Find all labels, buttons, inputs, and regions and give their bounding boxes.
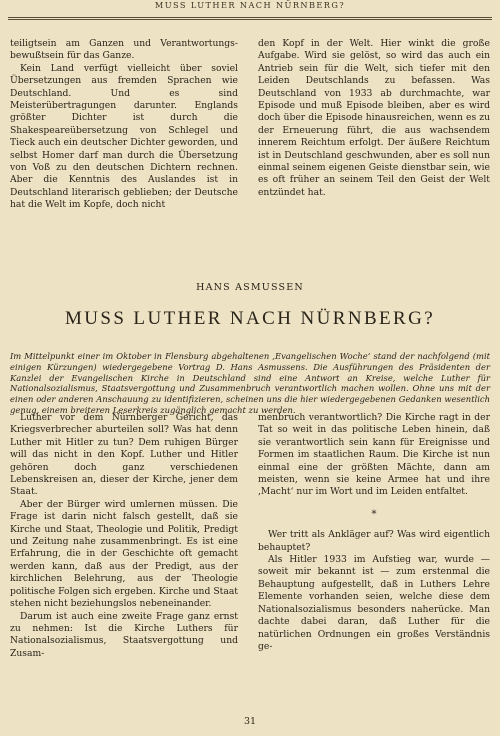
- top-right-column: [258, 38, 490, 199]
- page-number: 31: [243, 716, 257, 727]
- bottom-left-column: [10, 412, 238, 660]
- article-author: HANS ASMUSSEN: [196, 282, 304, 293]
- paragraph: menbruch verantwortlich? Die Kirche ragt in der Tat so weit in das politische Leben hinein, daß sie verantwortlich sein kann für Ereignisse und Formen im staatlichen Raum. Die Kirche ist nun einmal eine der größten Mächte, dann am meisten, wenn sie keine Armee hat und ihre ‚Macht‘ nur im Wort und im Leiden entfaltet.: [258, 412, 490, 498]
- top-left-column: [10, 38, 238, 212]
- paragraph: Wer tritt als Ankläger auf? Was wird eigentlich behauptet?: [258, 529, 490, 553]
- paragraph: Luther vor dem Nürnberger Gericht, das Kriegsverbrecher aburteilen soll? Was hat denn Luther mit Hitler zu tun? Dem ruhigen Bürger will das nicht in den Kopf. Luther und Hitler gehören doch ganz verschiedenen Lebenskreisen an, dieser der Kirche, jener dem Staat.: [10, 412, 238, 498]
- paragraph: Als Hitler 1933 im Aufstieg war, wurde — soweit mir bekannt ist — zum erstenmal die Behauptung aufgestellt, daß in Luthers Lehre Elemente vorhanden seien, welche diese dem Nationalsozialismus besonders naherückе. Man dachte dabei daran, daß Luther für die natürlichen Ordnungen ein großes Verständnis ge-: [258, 554, 490, 652]
- paragraph: den Kopf in der Welt. Hier winkt die große Aufgabe. Wird sie gelöst, so wird das auch ein Antrieb sein für die Welt, sich tiefer mit den Leiden Deutschlands zu befassen. Was Deutschland von 1933 ab durchmachte, war Episode und muß Episode bleiben, aber es wird doch über die Episode hinausreichen, wenn es zu der Erneuerung führt, die aus wachsendem innerem Reichtum erfolgt. Der äußere Reichtum ist in Deutschland geschwunden, aber es soll nun einmal seinem eigenen Geiste dienstbar sein, wie es oft früher an seinem Teil den Geist der Welt entzündet hat.: [258, 38, 490, 198]
- running-head: MUSS LUTHER NACH NÜRNBERG?: [154, 0, 346, 10]
- paragraph: Darum ist auch eine zweite Frage ganz ernst zu nehmen: Ist die Kirche Luthers für Nationalsozialismus, Staatsvergottung und Zusam-: [10, 610, 238, 659]
- header-rule-double: [8, 19, 492, 20]
- paragraph: teiligtsein am Ganzen und Verantwortungs-bewußtsein für das Ganze.: [10, 38, 238, 62]
- article-intro: Im Mittelpunkt einer im Oktober in Flensburg abgehaltenen ‚Evangelischen Woche‘ stand der nachfolgend (mit einigen Kürzungen) wiedergegebene Vortrag D. Hans Asmussens. Die Ausführungen des Präsidenten der Kanzlei der Evangelischen Kirche in Deutschland sind eine Antwort an Kreise, welche Luther für Nationalsozialismus, Staatsvergottung und Zusammenbruch verantwortlich machen wollen. Ohne uns mit der einen oder anderen Anschauung zu identifizieren, scheinen uns die hier wiedergegebenen Gedanken wesentlich genug, einem breiteren Leserkreis zugänglich gemacht zu werden.: [10, 351, 490, 415]
- paragraph: Aber der Bürger wird umlernen müssen. Die Frage ist darin nicht falsch gestellt, daß sie Kirche und Staat, Theologie und Politik, Predigt und Zeitung nahe zusammenbringt. Es ist eine Erfahrung, die in der Geschichte oft gemacht werden kann, daß aus der Predigt, aus der kirchlichen Belehrung, aus der Theologie politische Folgen sich ergeben. Kirche und Staat stehen nicht beziehungslos nebeneinander.: [10, 498, 238, 610]
- article-title: MUSS LUTHER NACH NÜRNBERG?: [64, 308, 436, 329]
- header-rule: [8, 17, 492, 18]
- paragraph: Kein Land verfügt vielleicht über soviel Übersetzungen aus fremden Sprachen wie Deutschland. Und es sind Meisterübertragungen darunter. Englands größter Dichter ist durch die Shakespeareübersetzung von Schlegel und Tieck auch ein deutscher Dichter geworden, und selbst Homer darf man durch die Übersetzung von Voß zu den deutschen Dichtern rechnen. Aber die Kenntnis des Auslandes ist in Deutschland literarisch geblieben; der Deutsche hat die Welt im Kopfe, doch nicht: [10, 62, 238, 211]
- bottom-right-column: [258, 412, 490, 653]
- section-separator: *: [371, 508, 377, 520]
